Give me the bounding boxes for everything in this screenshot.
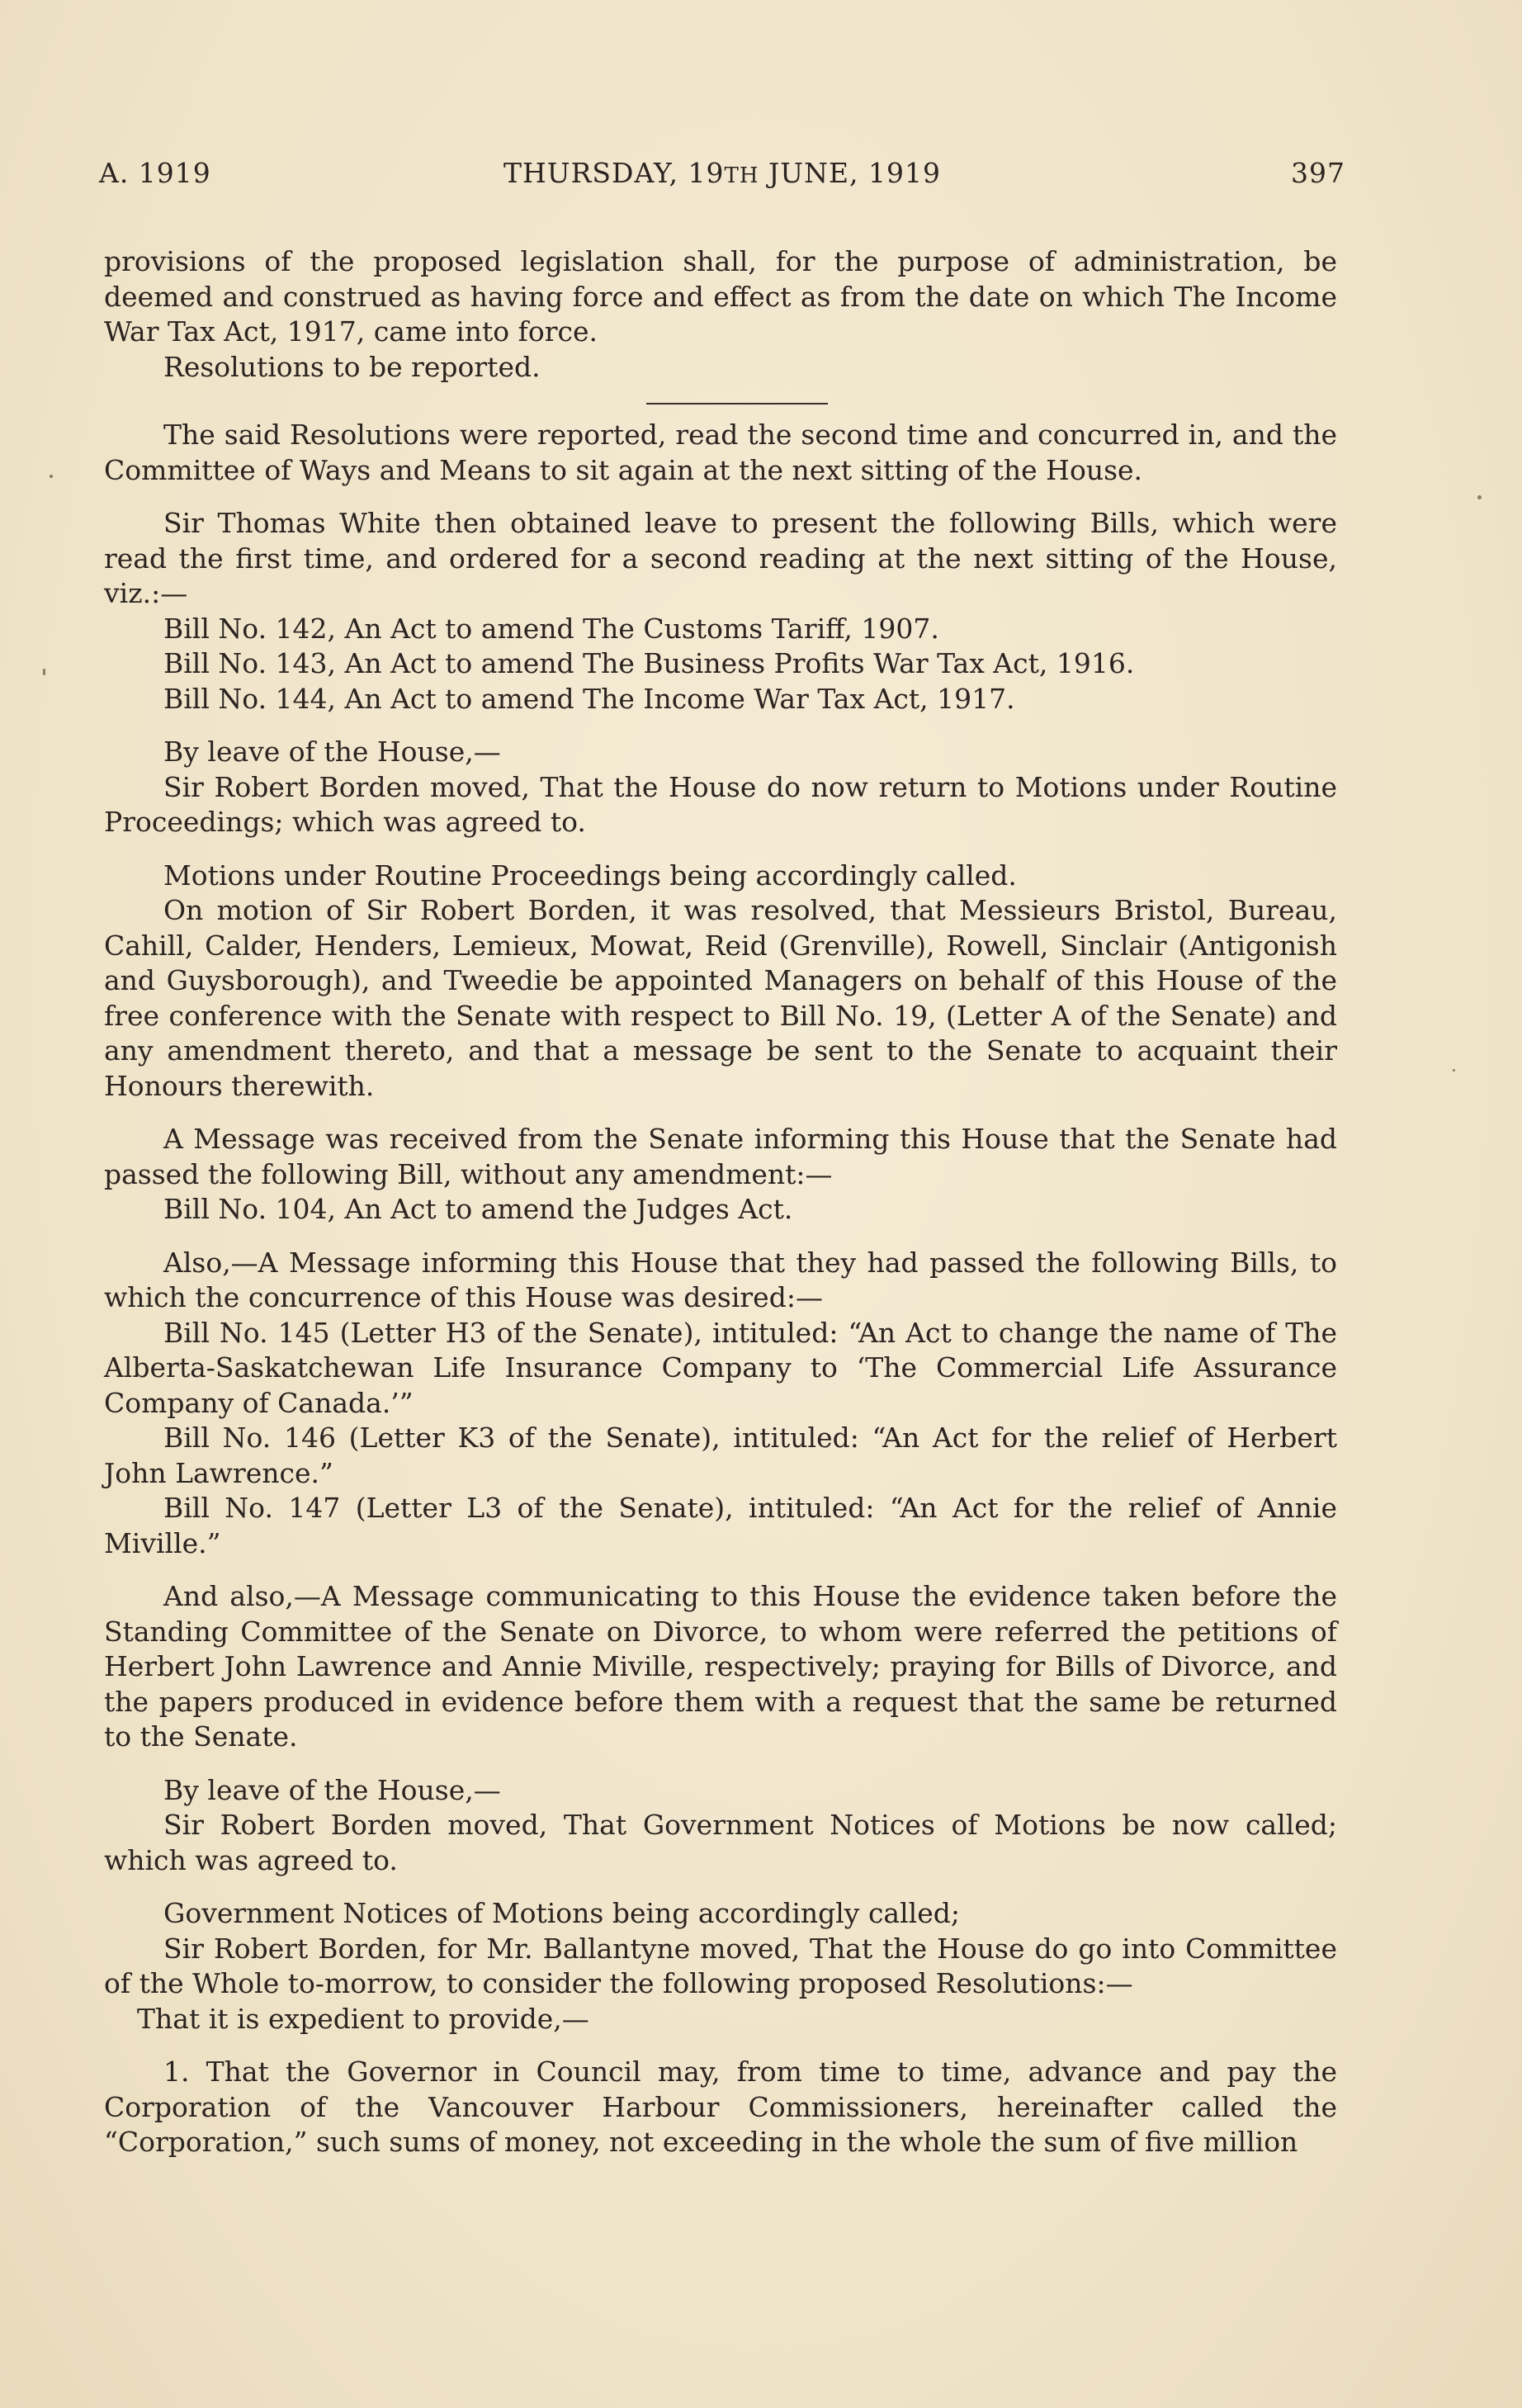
paragraph: Government Notices of Motions being accordingly called;: [163, 1897, 960, 1929]
paragraph: Also,—A Message informing this House that they had passed the following Bills, to which the concurrence of this House was desired:—: [104, 1246, 1337, 1313]
bill-entry: Bill No. 104, An Act to amend the Judges Act.: [163, 1193, 793, 1225]
paragraph: Sir Robert Borden, for Mr. Ballantyne moved, That the House do go into Committee of the Whole to-morrow, to consider the following proposed Resolutions:—: [104, 1932, 1337, 1999]
paper-speck: [43, 669, 45, 675]
paragraph: That it is expedient to provide,—: [137, 2002, 589, 2035]
paragraph: Sir Robert Borden moved, That the House do now return to Motions under Routine Proceedings; which was agreed to.: [104, 770, 1337, 838]
page-date-heading: [99, 157, 1345, 189]
bill-entry: Bill No. 145 (Letter H3 of the Senate), intituled: “An Act to change the name of The Alberta-Saskatchewan Life Insurance Company to ‘The Commercial Life Assurance Company of Canada.’”: [104, 1316, 1337, 1419]
page-body: [104, 244, 1337, 2160]
paper-speck: [1453, 1069, 1455, 1072]
header-day: THURSDAY,: [503, 157, 679, 189]
page-header: [99, 157, 1345, 198]
paragraph: And also,—A Message communicating to this House the evidence taken before the Standing Committee of the Senate on Divorce, to whom were referred the petitions of Herbert John Lawrence and Annie Miville, respectively; praying for Bills of Divorce, and the papers produced in evidence before them with a request that the same be returned to the Senate.: [104, 1580, 1337, 1753]
paragraph: Resolutions to be reported.: [163, 350, 541, 383]
paragraph: Sir Robert Borden moved, That Government Notices of Motions be now called; which was agreed to.: [104, 1809, 1337, 1876]
paragraph: Sir Thomas White then obtained leave to present the following Bills, which were read the first time, and ordered for a second reading at the next sitting of the House, viz.:—: [104, 507, 1337, 609]
header-date-suffix: TH: [724, 163, 759, 188]
paper-speck: [50, 475, 53, 478]
paragraph: By leave of the House,—: [163, 736, 501, 768]
page-number: 397: [1291, 157, 1345, 189]
paragraph: By leave of the House,—: [163, 1773, 501, 1806]
paragraph: 1. That the Governor in Council may, from time to time, advance and pay the Corporation of the Vancouver Harbour Commissioners, hereinafter called the “Corporation,” such sums of money, not exceeding in the whole the sum of five million: [104, 2056, 1337, 2158]
paper-speck: [1477, 495, 1482, 499]
paragraph: On motion of Sir Robert Borden, it was resolved, that Messieurs Bristol, Bureau, Cahill, Calder, Henders, Lemieux, Mowat, Reid (Grenville), Rowell, Sinclair (Antigonish and Guysborough), and Tweedie be appointed Managers on behalf of this House of the free conference with the Senate with respect to Bill No. 19, (Letter A of the Senate) and any amendment thereto, and that a message be sent to the Senate to acquaint their Honours therewith.: [104, 894, 1337, 1102]
paragraph: provisions of the proposed legislation shall, for the purpose of administration, be deemed and construed as having force and effect as from the date on which The Income War Tax Act, 1917, came into force.: [104, 245, 1337, 348]
paragraph: A Message was received from the Senate informing this House that the Senate had passed the following Bill, without any amendment:—: [104, 1123, 1337, 1190]
bill-entry: Bill No. 143, An Act to amend The Business Profits War Tax Act, 1916.: [163, 647, 1135, 679]
bill-entry: Bill No. 146 (Letter K3 of the Senate), intituled: “An Act for the relief of Herbert John Lawrence.”: [104, 1422, 1337, 1489]
header-month-year: JUNE, 1919: [768, 157, 941, 189]
bill-entry: Bill No. 147 (Letter L3 of the Senate), intituled: “An Act for the relief of Annie Miville.”: [104, 1492, 1337, 1559]
header-date-number: 19: [688, 157, 725, 189]
session-year: A. 1919: [99, 157, 211, 189]
paragraph: Motions under Routine Proceedings being accordingly called.: [163, 859, 1017, 892]
bill-entry: Bill No. 144, An Act to amend The Income War Tax Act, 1917.: [163, 682, 1015, 715]
paragraph: The said Resolutions were reported, read the second time and concurred in, and the Committee of Ways and Means to sit again at the next sitting of the House.: [104, 419, 1337, 486]
section-divider: [646, 403, 828, 404]
bill-entry: Bill No. 142, An Act to amend The Customs Tariff, 1907.: [163, 612, 939, 645]
